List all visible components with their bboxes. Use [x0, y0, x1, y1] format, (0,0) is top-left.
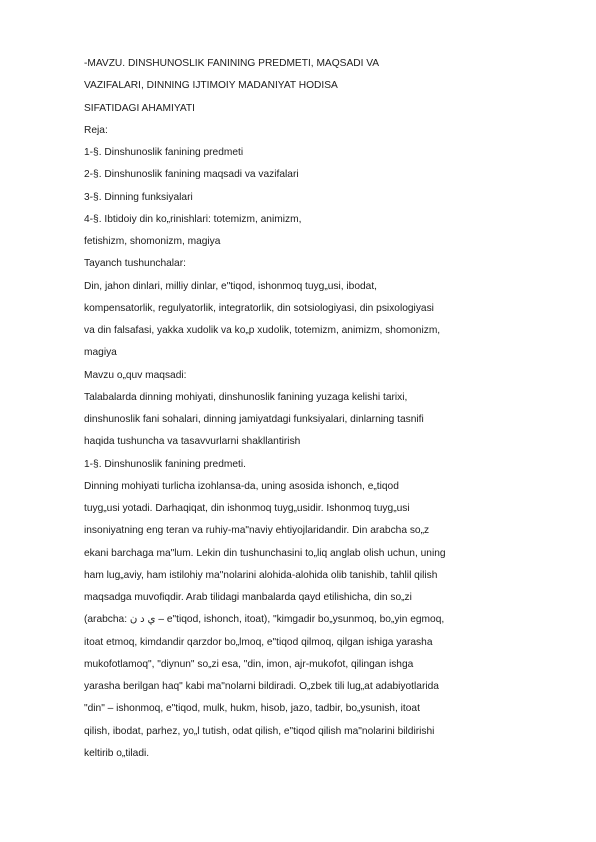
- paragraph-line-13: keltirib o„tiladi.: [84, 747, 150, 759]
- key-concepts-line-1: Din, jahon dinlari, milliy dinlar, e"tiqod, ishonmoq tuyg„usi, ibodat,: [84, 280, 377, 292]
- paragraph-line-6: maqsadga muvofiqdir. Arab tilidagi manbalarda qayd etilishicha, din so„zi: [84, 592, 412, 603]
- plan-item-4-cont: fetishizm, shomonizm, magiya: [84, 236, 221, 247]
- paragraph-line-5: ham lug„aviy, ham istilohiy ma"nolarini alohida-alohida olib tanishib, tahlil qilish: [84, 569, 438, 581]
- key-concepts-heading: Tayanch tushunchalar:: [84, 258, 186, 270]
- section-heading: 1-§. Dinshunoslik fanining predmeti.: [84, 458, 246, 470]
- plan-item-2: 2-§. Dinshunoslik fanining maqsadi va vazifalari: [84, 169, 299, 181]
- plan-item-4: 4-§. Ibtidoiy din ko„rinishlari: totemizm, animizm,: [84, 213, 302, 225]
- goal-line-2: dinshunoslik fani sohalari, dinning jamiyatdagi funksiyalari, dinlarning tasnifi: [84, 414, 424, 425]
- title-line-2: VAZIFALARI, DINNING IJTIMOIY MADANIYAT HODISA: [84, 80, 338, 92]
- goal-line-1: Talabalarda dinning mohiyati, dinshunoslik fanining yuzaga kelishi tarixi,: [84, 391, 408, 403]
- document-body: [84, 53, 554, 765]
- paragraph-line-3: insoniyatning eng teran va ruhiy-ma"naviy ehtiyojlaridandir. Din arabcha so„z: [84, 525, 430, 537]
- paragraph-line-12: qilish, ibodat, parhez, yo„l tutish, odat qilish, e"tiqod qilish ma"nolarini bildirishi: [84, 725, 435, 737]
- paragraph-line-1: Dinning mohiyati turlicha izohlansa-da, uning asosida ishonch, e„tiqod: [84, 480, 399, 492]
- paragraph-line-7: (arabcha: ي د ن – e"tiqod, ishonch, itoat), "kimgadir bo„ysunmoq, bo„yin egmoq,: [84, 614, 445, 626]
- goal-heading: Mavzu o„quv maqsadi:: [84, 369, 187, 381]
- plan-item-1: 1-§. Dinshunoslik fanining predmeti: [84, 147, 244, 158]
- key-concepts-line-3: va din falsafasi, yakka xudolik va ko„p xudolik, totemizm, animizm, shomonizm,: [84, 325, 441, 336]
- paragraph-line-9: mukofotlamoq", "diynun" so„zi esa, "din, imon, ajr-mukofot, qilingan ishga: [84, 658, 414, 670]
- title-line-1: -MAVZU. DINSHUNOSLIK FANINING PREDMETI, MAQSADI VA: [84, 58, 380, 69]
- paragraph-line-8: itoat etmoq, kimdandir qarzdor bo„lmoq, e"tiqod qilmoq, qilgan ishiga yarasha: [84, 636, 433, 648]
- plan-heading: Reja:: [84, 124, 108, 136]
- paragraph-line-11: "din" – ishonmoq, e"tiqod, mulk, hukm, hisob, jazo, tadbir, bo„ysunish, itoat: [84, 703, 420, 715]
- goal-line-3: haqida tushuncha va tasavvurlarni shakllantirish: [84, 436, 301, 448]
- paragraph-line-4: ekani barchaga ma"lum. Lekin din tushunchasini to„liq anglab olish uchun, uning: [84, 547, 446, 559]
- paragraph-line-2: tuyg„usi yotadi. Darhaqiqat, din ishonmoq tuyg„usidir. Ishonmoq tuyg„usi: [84, 503, 410, 514]
- title-line-3: SIFATIDAGI AHAMIYATI: [84, 102, 195, 114]
- key-concepts-line-4: magiya: [84, 347, 117, 359]
- paragraph-line-10: yarasha berilgan haq" kabi ma"nolarni bildiradi. O„zbek tili lug„at adabiyotlarida: [84, 681, 439, 692]
- key-concepts-line-2: kompensatorlik, regulyatorlik, integratorlik, din sotsiologiyasi, din psixologiyasi: [84, 302, 434, 314]
- plan-item-3: 3-§. Dinning funksiyalari: [84, 191, 193, 203]
